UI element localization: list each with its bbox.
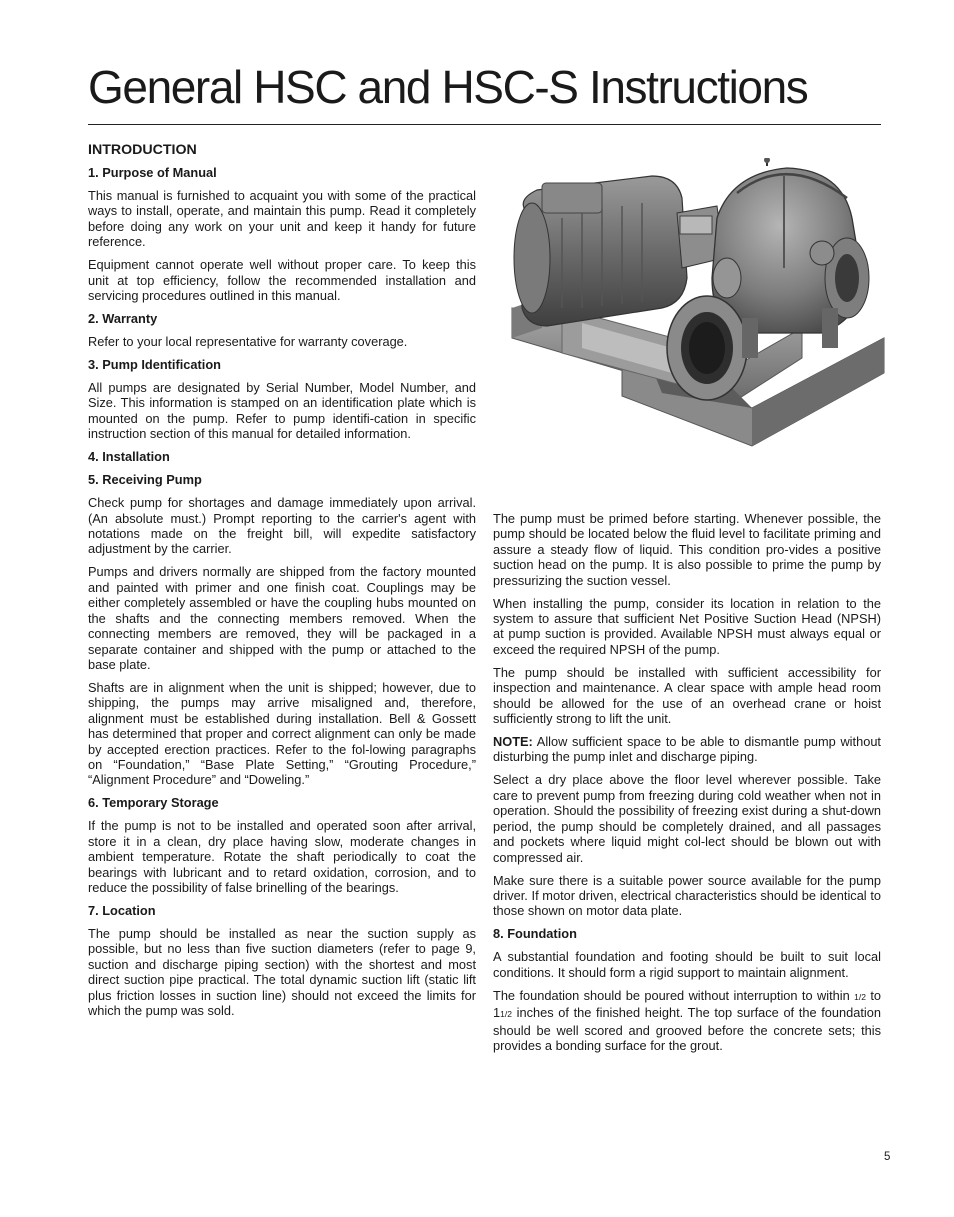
right-column — [493, 511, 881, 1061]
paragraph: If the pump is not to be installed and operated soon after arrival, store it in a clean, dry place having slow, moderate changes in ambient temperature. Rotate the shaft periodically to coat the bearings with lubricant and to retard oxidation, corrosion, and to reduce the possibility of false brinelling of the bearings. — [88, 818, 476, 895]
paragraph: Shafts are in alignment when the unit is shipped; however, due to shipping, the pumps may arrive misaligned and, therefore, alignment must be established during installation. Bell & Gossett has determined that proper and correct alignment can only be made by accepted erection practices. Refer to the fol-lowing paragraphs on “Foundation,” “Base Plate Setting,” “Grouting Procedure,” “Alignment Procedure” and “Doweling.” — [88, 679, 476, 788]
paragraph: All pumps are designated by Serial Number, Model Number, and Size. This information is stamped on an identification plate which is mounted on the pump. Refer to pump identifi-cation in specific instruction section of this manual for detailed information. — [88, 380, 476, 442]
note-text: Allow sufficient space to be able to dismantle pump without disturbing the pump inlet and discharge piping. — [493, 734, 881, 765]
paragraph: This manual is furnished to acquaint you with some of the practical ways to install, operate, and maintain this pump. Read it completely before doing any work on your unit and keep it handy for future reference. — [88, 188, 476, 250]
paragraph: When installing the pump, consider its location in relation to the system to assure that sufficient Net Positive Suction Head (NPSH) at pump suction is provided. Available NPSH must always equal or exceed the required NPSH of the pump. — [493, 595, 881, 657]
title-rule — [88, 124, 881, 125]
paragraph: A substantial foundation and footing should be built to suit local conditions. It should form a rigid support to maintain alignment. — [493, 949, 881, 980]
paragraph: The pump should be installed as near the suction supply as possible, but no less than five suction diameters (refer to page 9, suction and discharge piping section) with the shortest and most direct suction pipe practical. The total dynamic suction lift (static lift plus friction losses in suction line) should not exceed the limits for which the pump was sold. — [88, 925, 476, 1018]
heading-purpose-of-manual: 1. Purpose of Manual — [88, 165, 217, 180]
paragraph: Pumps and drivers normally are shipped from the factory mounted and painted with primer and one finish coat. Couplings may be either completely assembled or have the coupling hubs mounted on the shafts and the connecting members removed. When the connecting members are removed, they will be packaged in a separate container and shipped with the pump or attached to the base plate. — [88, 564, 476, 672]
section-heading-introduction: INTRODUCTION — [88, 142, 197, 158]
paragraph — [493, 988, 881, 1054]
heading-installation: 4. Installation — [88, 449, 170, 465]
paragraph: Refer to your local representative for warranty coverage. — [88, 334, 408, 350]
paragraph: Equipment cannot operate well without proper care. To keep this unit at top efficiency, follow the recommended installation and servicing procedures outlined in this manual. — [88, 257, 476, 304]
page-number: 5 — [884, 1151, 891, 1163]
left-column — [88, 142, 476, 1026]
paragraph: Check pump for shortages and damage immediately upon arrival. (An absolute must.) Prompt reporting to the carrier's agent with notations made on the freight bill, will expedite satisfactory adjustment by the carrier. — [88, 495, 476, 557]
text-run: The foundation should be poured without interruption to within — [493, 987, 855, 1003]
paragraph: Make sure there is a suitable power source available for the pump driver. If motor driven, electrical characteristics should be identical to those shown on motor data plate. — [493, 872, 881, 919]
note-paragraph — [493, 734, 881, 765]
heading-pump-identification: 3. Pump Identification — [88, 357, 221, 373]
pump-photo — [502, 158, 888, 480]
paragraph: The pump should be installed with sufficient accessibility for inspection and maintenance. A clear space with ample head room should be allowed for the use of an overhead crane or hoist sufficiently strong to lift the unit. — [493, 664, 881, 727]
fraction: 1/2 — [500, 1009, 512, 1020]
heading-receiving-pump: 5. Receiving Pump — [88, 472, 202, 488]
heading-foundation: 8. Foundation — [493, 926, 577, 942]
heading-location: 7. Location — [88, 902, 156, 918]
fraction: 1/2 — [854, 991, 866, 1002]
heading-temporary-storage: 6. Temporary Storage — [88, 795, 219, 811]
note-label: NOTE: — [493, 734, 533, 750]
text-run: to 1 — [493, 987, 882, 1021]
paragraph: Select a dry place above the floor level wherever possible. Take care to prevent pump from freezing during cold weather when not in operation. Should the possibility of freezing exist during a shut-down period, the pump should be completely drained, and all passages and pockets where liquid might col-lect should be blown out with compressed air. — [493, 772, 881, 865]
page-title: General HSC and HSC-S Instructions — [88, 61, 808, 113]
paragraph: The pump must be primed before starting. Whenever possible, the pump should be located below the fluid level to facilitate priming and assure a steady flow of liquid. This condition pro-vides a positive suction head on the pump. It is also possible to prime the pump by pressurizing the suction vessel. — [493, 511, 881, 588]
text-run: inches of the finished height. The top surface of the foundation should be well scored and grooved before the concrete sets; this provides a bonding surface for the grout. — [493, 1005, 881, 1053]
heading-warranty: 2. Warranty — [88, 311, 158, 327]
